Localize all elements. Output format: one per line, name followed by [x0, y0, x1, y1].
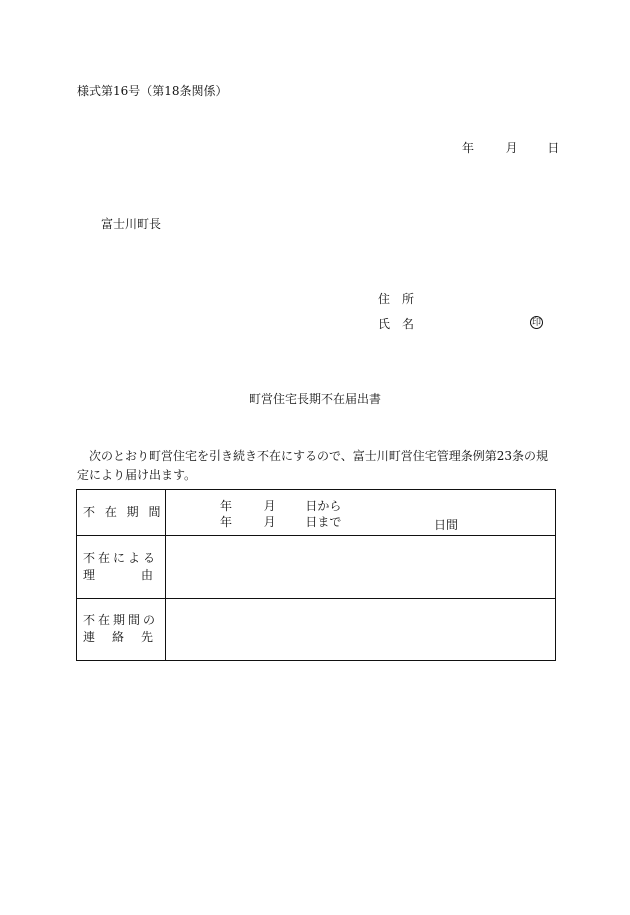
reason-value-cell[interactable]: [166, 536, 556, 598]
period-from-day: 日から: [305, 499, 342, 513]
seal-mark: 印: [531, 318, 541, 328]
form-number: 様式第16号（第18条関係）: [77, 84, 228, 98]
period-to-day: 日まで: [305, 515, 342, 529]
date-year: 年: [462, 141, 475, 155]
address-label: 住 所: [378, 292, 415, 306]
body-paragraph: 次のとおり町営住宅を引き続き不在にするので、富士川町営住宅管理条例第23条の規定により届け出ます。: [77, 449, 549, 482]
period-from-line: [220, 498, 341, 515]
contact-value-cell[interactable]: [166, 598, 556, 660]
period-label-cell: [77, 490, 166, 536]
period-to-line: [220, 514, 341, 531]
contact-label-cell: [77, 598, 166, 660]
reason-label-char1: 理: [83, 567, 96, 582]
reason-label-cell: [77, 536, 166, 598]
name-label: 氏 名: [378, 317, 415, 331]
period-from-year: 年: [220, 499, 233, 513]
table-row-reason: [77, 536, 556, 598]
table-row-contact: [77, 598, 556, 660]
period-to-year: 年: [220, 515, 233, 529]
document-title: 町営住宅長期不在届出書: [249, 392, 382, 406]
date-month: 月: [505, 141, 518, 155]
form-table: [76, 489, 556, 661]
table-row-period: [77, 490, 556, 536]
contact-label-line2: [83, 629, 153, 646]
period-to-month: 月: [263, 515, 276, 529]
period-label: 不 在 期 間: [83, 505, 164, 520]
date-day: 日: [547, 141, 560, 155]
contact-label-line1: 不在期間の: [83, 613, 159, 628]
period-value-cell: [166, 490, 556, 536]
reason-label-line1: 不在による: [83, 550, 159, 565]
reason-label-char2: 由: [140, 567, 153, 582]
date-line: [462, 141, 559, 155]
contact-label-char1: 連: [83, 630, 96, 645]
addressee: 富士川町長: [101, 217, 162, 231]
period-from-month: 月: [263, 499, 276, 513]
period-days: 日間: [434, 518, 459, 532]
reason-label-line2: [83, 567, 153, 584]
contact-label-char3: 先: [140, 630, 153, 645]
contact-label-char2: 絡: [111, 630, 124, 645]
